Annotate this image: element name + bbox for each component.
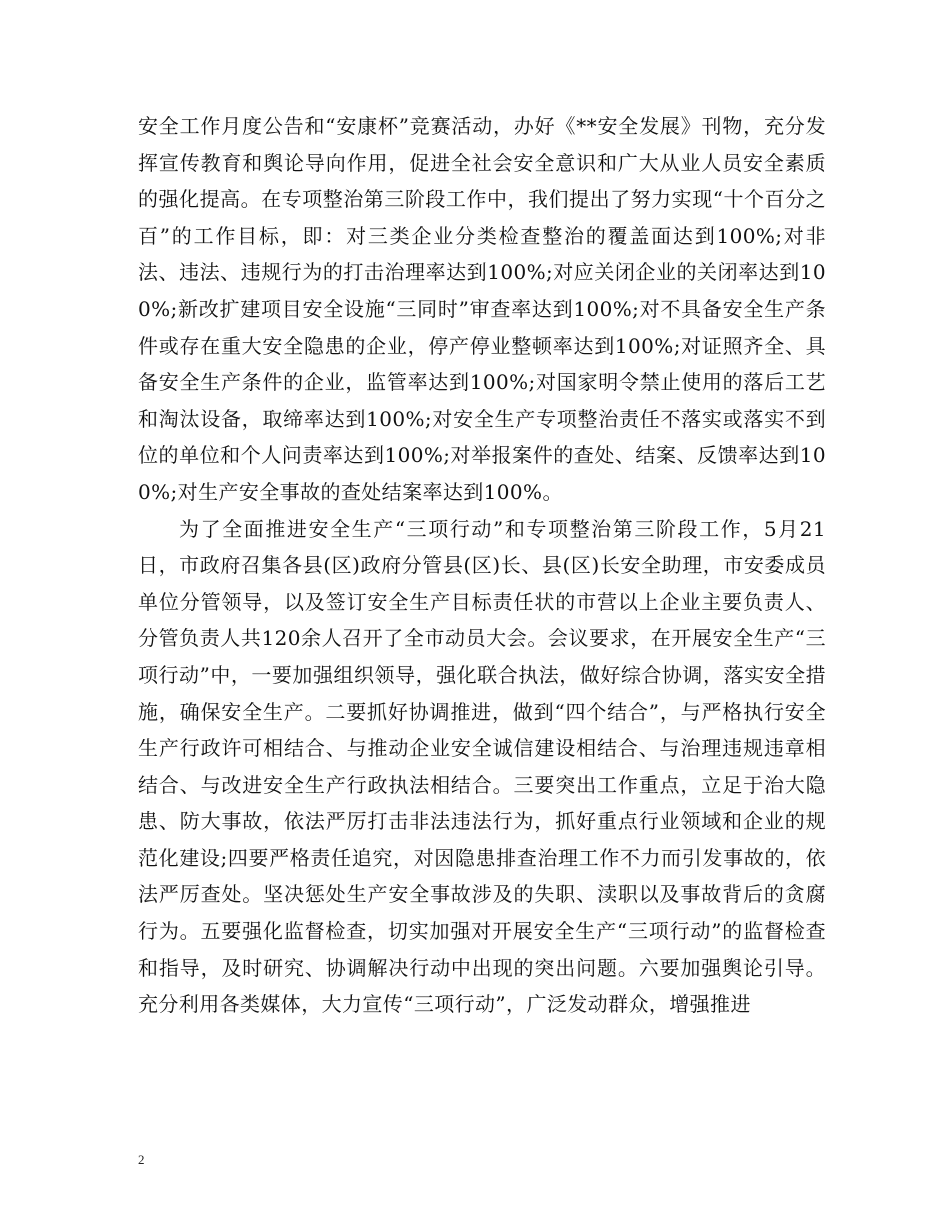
page-number: 2 [138,1152,145,1167]
paragraph-mobilization-meeting: 为了全面推进安全生产“三项行动”和专项整治第三阶段工作，5月21日，市政府召集各县(区)政府分管县(区)长、县(区)长安全助理，市安委成员单位分管领导，以及签订安全生产目标责任状的市营以上企业主要负责人、分管负责人共120余人召开了全市动员大会。会议要求，在开展安全生产“三项行动”中，一要加强组织领导，强化联合执法，做好综合协调，落实安全措施，确保安全生产。二要抓好协调推进，做到“四个结合”，与严格执行安全生产行政许可相结合、与推动企业安全诚信建设相结合、与治理违规违章相结合、与改进安全生产行政执法相结合。三要突出工作重点，立足于治大隐患、防大事故，依法严厉打击非法违法行为，抓好重点行业领域和企业的规范化建设;四要严格责任追究，对因隐患排查治理工作不力而引发事故的，依法严厉查处。坚决惩处生产安全事故涉及的失职、渎职以及事故背后的贪腐行为。五要强化监督检查，切实加强对开展安全生产“三项行动”的监督检查和指导，及时研究、协调解决行动中出现的突出问题。六要加强舆论引导。充分利用各类媒体，大力宣传“三项行动”，广泛发动群众，增强推进 [138,516,826,1017]
document-body [138,108,826,1023]
paragraph-continued: 安全工作月度公告和“安康杯”竞赛活动，办好《**安全发展》刊物，充分发挥宣传教育和舆论导向作用，促进全社会安全意识和广大从业人员安全素质的强化提高。在专项整治第三阶段工作中，我们提出了努力实现“十个百分之百”的工作目标，即：对三类企业分类检查整治的覆盖面达到100%;对非法、违法、违规行为的打击治理率达到100%;对应关闭企业的关闭率达到100%;新改扩建项目安全设施“三同时”审查率达到100%;对不具备安全生产条件或存在重大安全隐患的企业，停产停业整顿率达到100%;对证照齐全、具备安全生产条件的企业，监管率达到100%;对国家明令禁止使用的落后工艺和淘汰设备，取缔率达到100%;对安全生产专项整治责任不落实或落实不到位的单位和个人问责率达到100%;对举报案件的查处、结案、反馈率达到100%;对生产安全事故的查处结案率达到100%。 [138,114,826,504]
